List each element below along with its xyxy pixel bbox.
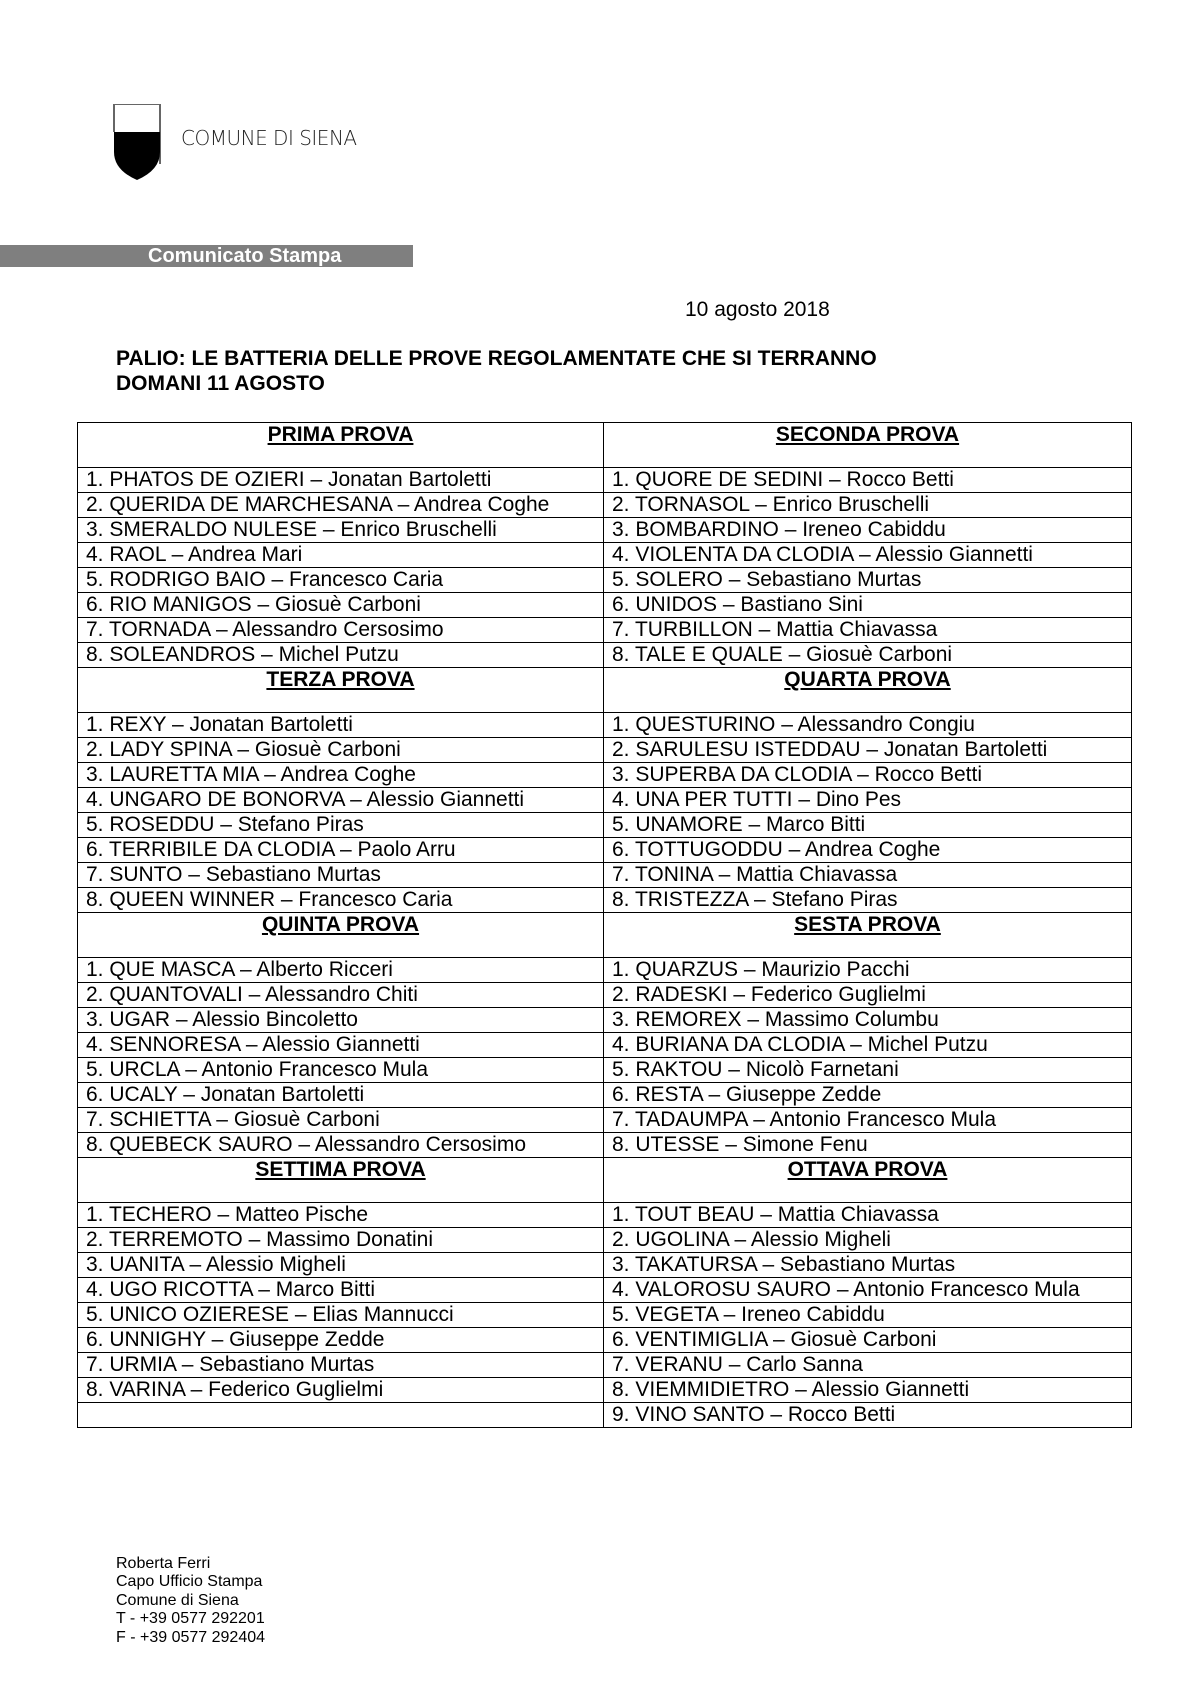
entry-cell: 3. UANITA – Alessio Migheli [78, 1253, 604, 1278]
entry-cell: 7. SUNTO – Sebastiano Murtas [78, 863, 604, 888]
table-row [78, 1108, 1132, 1133]
entry-cell: 1. QUARZUS – Maurizio Pacchi [604, 958, 1132, 983]
entry-cell: 2. UGOLINA – Alessio Migheli [604, 1228, 1132, 1253]
table-row [78, 1328, 1132, 1353]
entry-cell: 3. BOMBARDINO – Ireneo Cabiddu [604, 518, 1132, 543]
entry-cell: 6. RIO MANIGOS – Giosuè Carboni [78, 593, 604, 618]
entry-cell: 2. TERREMOTO – Massimo Donatini [78, 1228, 604, 1253]
contact-footer [116, 1555, 265, 1647]
entry-cell: 3. REMOREX – Massimo Columbu [604, 1008, 1132, 1033]
footer-fax: F - +39 0577 292404 [116, 1628, 266, 1646]
entry-cell: 5. URCLA – Antonio Francesco Mula [78, 1058, 604, 1083]
entry-cell: 1. TOUT BEAU – Mattia Chiavassa [604, 1203, 1132, 1228]
table-row [78, 1203, 1132, 1228]
entry-cell: 2. RADESKI – Federico Guglielmi [604, 983, 1132, 1008]
table-row [78, 618, 1132, 643]
entry-cell: 4. RAOL – Andrea Mari [78, 543, 604, 568]
entry-cell: 5. UNAMORE – Marco Bitti [604, 813, 1132, 838]
entry-cell: 5. ROSEDDU – Stefano Piras [78, 813, 604, 838]
table-row [78, 713, 1132, 738]
logo-text: COMUNE DI SIENA [181, 126, 357, 150]
entry-cell: 2. LADY SPINA – Giosuè Carboni [78, 738, 604, 763]
table-row [78, 1253, 1132, 1278]
section-title: TERZA PROVA [78, 668, 604, 713]
table-row [78, 1353, 1132, 1378]
table-row [78, 593, 1132, 618]
entry-cell: 3. UGAR – Alessio Bincoletto [78, 1008, 604, 1033]
table-row [78, 468, 1132, 493]
entry-cell: 8. TRISTEZZA – Stefano Piras [604, 888, 1132, 913]
entry-cell: 8. TALE E QUALE – Giosuè Carboni [604, 643, 1132, 668]
entry-cell: 3. SMERALDO NULESE – Enrico Bruschelli [78, 518, 604, 543]
entry-cell: 5. VEGETA – Ireneo Cabiddu [604, 1303, 1132, 1328]
table-row [78, 983, 1132, 1008]
entry-cell: 5. SOLERO – Sebastiano Murtas [604, 568, 1132, 593]
table-row [78, 788, 1132, 813]
entry-cell: 4. VIOLENTA DA CLODIA – Alessio Giannetti [604, 543, 1132, 568]
entry-cell: 6. VENTIMIGLIA – Giosuè Carboni [604, 1328, 1132, 1353]
table-row [78, 1403, 1132, 1428]
entry-cell: 7. TORNADA – Alessandro Cersosimo [78, 618, 604, 643]
entry-cell: 8. SOLEANDROS – Michel Putzu [78, 643, 604, 668]
entry-cell: 7. TURBILLON – Mattia Chiavassa [604, 618, 1132, 643]
entry-cell: 8. QUEBECK SAURO – Alessandro Cersosimo [78, 1133, 604, 1158]
entry-cell: 6. UNNIGHY – Giuseppe Zedde [78, 1328, 604, 1353]
table-row [78, 738, 1132, 763]
section-title: SECONDA PROVA [604, 423, 1132, 468]
entry-cell: 3. TAKATURSA – Sebastiano Murtas [604, 1253, 1132, 1278]
entry-cell: 5. RODRIGO BAIO – Francesco Caria [78, 568, 604, 593]
entry-cell: 1. QUE MASCA – Alberto Ricceri [78, 958, 604, 983]
entry-cell: 2. QUANTOVALI – Alessandro Chiti [78, 983, 604, 1008]
entry-cell: 5. RAKTOU – Nicolò Farnetani [604, 1058, 1132, 1083]
entry-cell: 8. VIEMMIDIETRO – Alessio Giannetti [604, 1378, 1132, 1403]
title-line-2: DOMANI 11 AGOSTO [116, 372, 325, 395]
entry-cell: 4. BURIANA DA CLODIA – Michel Putzu [604, 1033, 1132, 1058]
entry-cell: 2. QUERIDA DE MARCHESANA – Andrea Coghe [78, 493, 604, 518]
table-row [78, 1033, 1132, 1058]
table-row [78, 1008, 1132, 1033]
section-title: OTTAVA PROVA [604, 1158, 1132, 1203]
trials-table [77, 422, 1132, 1428]
table-row [78, 838, 1132, 863]
entry-cell: 7. TADAUMPA – Antonio Francesco Mula [604, 1108, 1132, 1133]
entry-cell: 1. TECHERO – Matteo Pische [78, 1203, 604, 1228]
table-row [78, 543, 1132, 568]
entry-cell: 7. SCHIETTA – Giosuè Carboni [78, 1108, 604, 1133]
table-row [78, 643, 1132, 668]
table-row [78, 1058, 1132, 1083]
table-row [78, 888, 1132, 913]
section-title: PRIMA PROVA [78, 423, 604, 468]
entry-cell: 6. UNIDOS – Bastiano Sini [604, 593, 1132, 618]
table-row [78, 518, 1132, 543]
section-title: QUINTA PROVA [78, 913, 604, 958]
entry-cell: 1. QUESTURINO – Alessandro Congiu [604, 713, 1132, 738]
section-header-row [78, 913, 1132, 958]
table-row [78, 958, 1132, 983]
title-line-1: PALIO: LE BATTERIA DELLE PROVE REGOLAMENTATE CHE SI TERRANNO [116, 347, 877, 370]
entry-cell: 7. VERANU – Carlo Sanna [604, 1353, 1132, 1378]
entry-cell: 8. QUEEN WINNER – Francesco Caria [78, 888, 604, 913]
entry-cell: 4. SENNORESA – Alessio Giannetti [78, 1033, 604, 1058]
entry-cell: 4. VALOROSU SAURO – Antonio Francesco Mula [604, 1278, 1132, 1303]
table-row [78, 813, 1132, 838]
entry-cell: 6. TERRIBILE DA CLODIA – Paolo Arru [78, 838, 604, 863]
table-row [78, 1133, 1132, 1158]
table-row [78, 863, 1132, 888]
entry-cell: 6. RESTA – Giuseppe Zedde [604, 1083, 1132, 1108]
footer-office: Comune di Siena [116, 1591, 239, 1609]
press-release-banner [0, 245, 413, 267]
entry-cell: 7. TONINA – Mattia Chiavassa [604, 863, 1132, 888]
section-header-row [78, 1158, 1132, 1203]
entry-cell: 2. SARULESU ISTEDDAU – Jonatan Bartoletti [604, 738, 1132, 763]
entry-cell: 1. REXY – Jonatan Bartoletti [78, 713, 604, 738]
shield-icon [112, 104, 182, 184]
entry-cell [78, 1403, 604, 1428]
banner-label: Comunicato Stampa [148, 245, 342, 267]
document-title [116, 346, 1076, 396]
section-header-row [78, 668, 1132, 713]
table-row [78, 493, 1132, 518]
entry-cell: 4. UNGARO DE BONORVA – Alessio Giannetti [78, 788, 604, 813]
entry-cell: 1. QUORE DE SEDINI – Rocco Betti [604, 468, 1132, 493]
document-date: 10 agosto 2018 [685, 298, 830, 321]
footer-phone: T - +39 0577 292201 [116, 1610, 265, 1628]
section-title: SESTA PROVA [604, 913, 1132, 958]
section-title: QUARTA PROVA [604, 668, 1132, 713]
table-row [78, 1378, 1132, 1403]
entry-cell: 3. SUPERBA DA CLODIA – Rocco Betti [604, 763, 1132, 788]
entry-cell: 3. LAURETTA MIA – Andrea Coghe [78, 763, 604, 788]
entry-cell: 4. UNA PER TUTTI – Dino Pes [604, 788, 1132, 813]
entry-cell: 4. UGO RICOTTA – Marco Bitti [78, 1278, 604, 1303]
section-title: SETTIMA PROVA [78, 1158, 604, 1203]
entry-cell: 7. URMIA – Sebastiano Murtas [78, 1353, 604, 1378]
entry-cell: 9. VINO SANTO – Rocco Betti [604, 1403, 1132, 1428]
entry-cell: 6. TOTTUGODDU – Andrea Coghe [604, 838, 1132, 863]
table-row [78, 1303, 1132, 1328]
section-header-row [78, 423, 1132, 468]
entry-cell: 6. UCALY – Jonatan Bartoletti [78, 1083, 604, 1108]
table-row [78, 1278, 1132, 1303]
footer-name: Roberta Ferri [116, 1555, 211, 1572]
table-row [78, 568, 1132, 593]
entry-cell: 8. UTESSE – Simone Fenu [604, 1133, 1132, 1158]
table-row [78, 763, 1132, 788]
table-row [78, 1083, 1132, 1108]
entry-cell: 5. UNICO OZIERESE – Elias Mannucci [78, 1303, 604, 1328]
table-row [78, 1228, 1132, 1253]
entry-cell: 8. VARINA – Federico Guglielmi [78, 1378, 604, 1403]
entry-cell: 1. PHATOS DE OZIERI – Jonatan Bartoletti [78, 468, 604, 493]
footer-role: Capo Ufficio Stampa [116, 1573, 263, 1591]
entry-cell: 2. TORNASOL – Enrico Bruschelli [604, 493, 1132, 518]
